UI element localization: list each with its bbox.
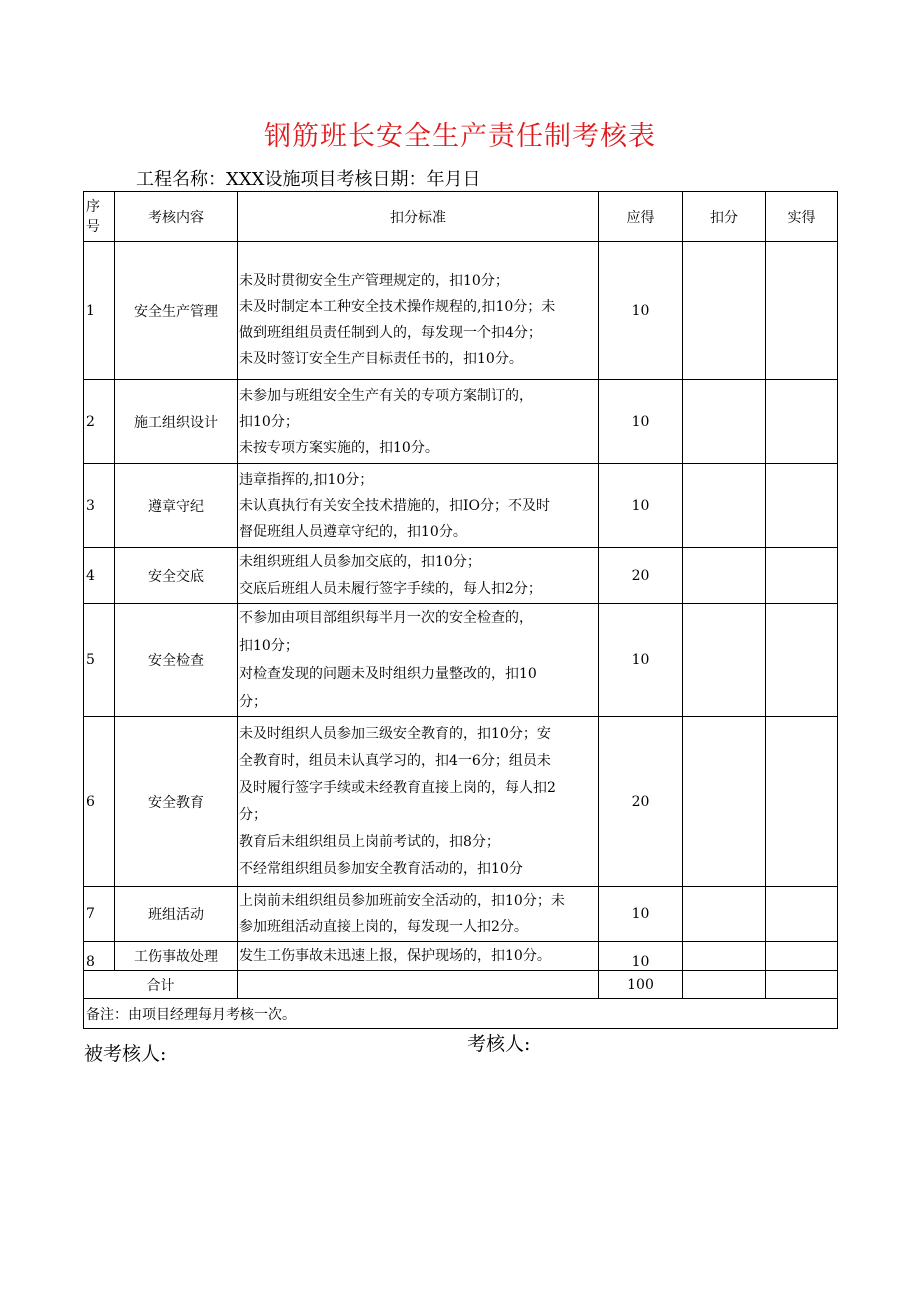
row-criteria: 未组织班组人员参加交底的，扣10分； 交底后班组人员未履行签字手续的，每人扣2分； xyxy=(238,548,599,604)
row-due: 20 xyxy=(599,717,683,887)
row-item: 安全检查 xyxy=(115,604,238,717)
row-due: 10 xyxy=(599,942,683,971)
assessor-signature-label: 考核人: xyxy=(467,1033,531,1055)
total-value: 100 xyxy=(599,971,683,999)
row-item: 班组活动 xyxy=(115,887,238,942)
header-item: 考核内容 xyxy=(115,192,238,242)
header-actual: 实得 xyxy=(766,192,838,242)
assessee-signature-label: 被考核人: xyxy=(84,1043,167,1065)
row-due: 10 xyxy=(599,380,683,464)
note-row xyxy=(84,999,838,1029)
row-item: 工伤事故处理 xyxy=(115,942,238,971)
table-row xyxy=(84,548,838,604)
header-seq: 序 号 xyxy=(84,192,115,242)
table-row xyxy=(84,380,838,464)
row-deduct[interactable] xyxy=(683,242,766,380)
row-deduct[interactable] xyxy=(683,887,766,942)
row-seq: 4 xyxy=(84,548,115,604)
row-criteria: 不参加由项目部组织每半月一次的安全检查的， 扣10分； 对检查发现的问题未及时组织力量整改的，扣10 分； xyxy=(238,604,599,717)
table-row xyxy=(84,717,838,887)
row-deduct[interactable] xyxy=(683,717,766,887)
table-row xyxy=(84,242,838,380)
row-item: 遵章守纪 xyxy=(115,464,238,548)
total-actual[interactable] xyxy=(766,971,838,999)
table-row xyxy=(84,942,838,971)
row-deduct[interactable] xyxy=(683,548,766,604)
row-item: 安全交底 xyxy=(115,548,238,604)
row-item: 安全生产管理 xyxy=(115,242,238,380)
row-seq: 1 xyxy=(84,242,115,380)
table-header-row xyxy=(84,192,838,242)
row-item: 安全教育 xyxy=(115,717,238,887)
row-actual[interactable] xyxy=(766,380,838,464)
document-title: 钢筋班长安全生产责任制考核表 xyxy=(264,121,656,152)
row-deduct[interactable] xyxy=(683,380,766,464)
row-seq: 5 xyxy=(84,604,115,717)
row-deduct[interactable] xyxy=(683,604,766,717)
row-actual[interactable] xyxy=(766,548,838,604)
row-criteria: 违章指挥的,扣10分； 未认真执行有关安全技术措施的，扣IO分；不及时 督促班组人员遵章守纪的，扣10分。 xyxy=(238,464,599,548)
row-seq: 2 xyxy=(84,380,115,464)
row-seq: 3 xyxy=(84,464,115,548)
row-due: 10 xyxy=(599,604,683,717)
table-row xyxy=(84,464,838,548)
row-actual[interactable] xyxy=(766,242,838,380)
total-label: 合计 xyxy=(84,971,238,999)
assessment-table xyxy=(83,191,838,1029)
row-deduct[interactable] xyxy=(683,942,766,971)
row-deduct[interactable] xyxy=(683,464,766,548)
row-due: 20 xyxy=(599,548,683,604)
header-criteria: 扣分标准 xyxy=(238,192,599,242)
row-criteria: 未参加与班组安全生产有关的专项方案制订的， 扣10分； 未按专项方案实施的，扣10分。 xyxy=(238,380,599,464)
row-seq: 7 xyxy=(84,887,115,942)
row-criteria: 发生工伤事故未迅速上报，保护现场的，扣10分。 xyxy=(238,942,599,971)
row-actual[interactable] xyxy=(766,604,838,717)
row-seq: 8 xyxy=(84,942,115,971)
row-due: 10 xyxy=(599,887,683,942)
table-row xyxy=(84,604,838,717)
header-deduct: 扣分 xyxy=(683,192,766,242)
total-deduct[interactable] xyxy=(683,971,766,999)
note-text: 备注：由项目经理每月考核一次。 xyxy=(84,999,838,1029)
row-item: 施工组织设计 xyxy=(115,380,238,464)
row-due: 10 xyxy=(599,464,683,548)
project-info-line: 工程名称：XXX设施项目考核日期：年月日 xyxy=(136,169,481,190)
row-actual[interactable] xyxy=(766,717,838,887)
row-seq: 6 xyxy=(84,717,115,887)
row-criteria: 未及时组织人员参加三级安全教育的，扣10分；安 全教育时，组员未认真学习的，扣4一6分；组员未 及时履行签字手续或未经教育直接上岗的，每人扣2 分； 教育后未组织组员上岗前考试的，扣8分； 不经常组织组员参加安全教育活动的，扣10分 xyxy=(238,717,599,887)
row-criteria: 上岗前未组织组员参加班前安全活动的，扣10分；未 参加班组活动直接上岗的，每发现一人扣2分。 xyxy=(238,887,599,942)
row-actual[interactable] xyxy=(766,942,838,971)
header-due: 应得 xyxy=(599,192,683,242)
table-row xyxy=(84,887,838,942)
row-due: 10 xyxy=(599,242,683,380)
total-criteria-blank xyxy=(238,971,599,999)
total-row xyxy=(84,971,838,999)
row-actual[interactable] xyxy=(766,887,838,942)
row-actual[interactable] xyxy=(766,464,838,548)
row-criteria: 未及时贯彻安全生产管理规定的，扣10分； 未及时制定本工种安全技术操作规程的,扣10分；未 做到班组组员责任制到人的，每发现一个扣4分； 未及时签订安全生产目标责任书的，扣10分。 xyxy=(238,242,599,380)
